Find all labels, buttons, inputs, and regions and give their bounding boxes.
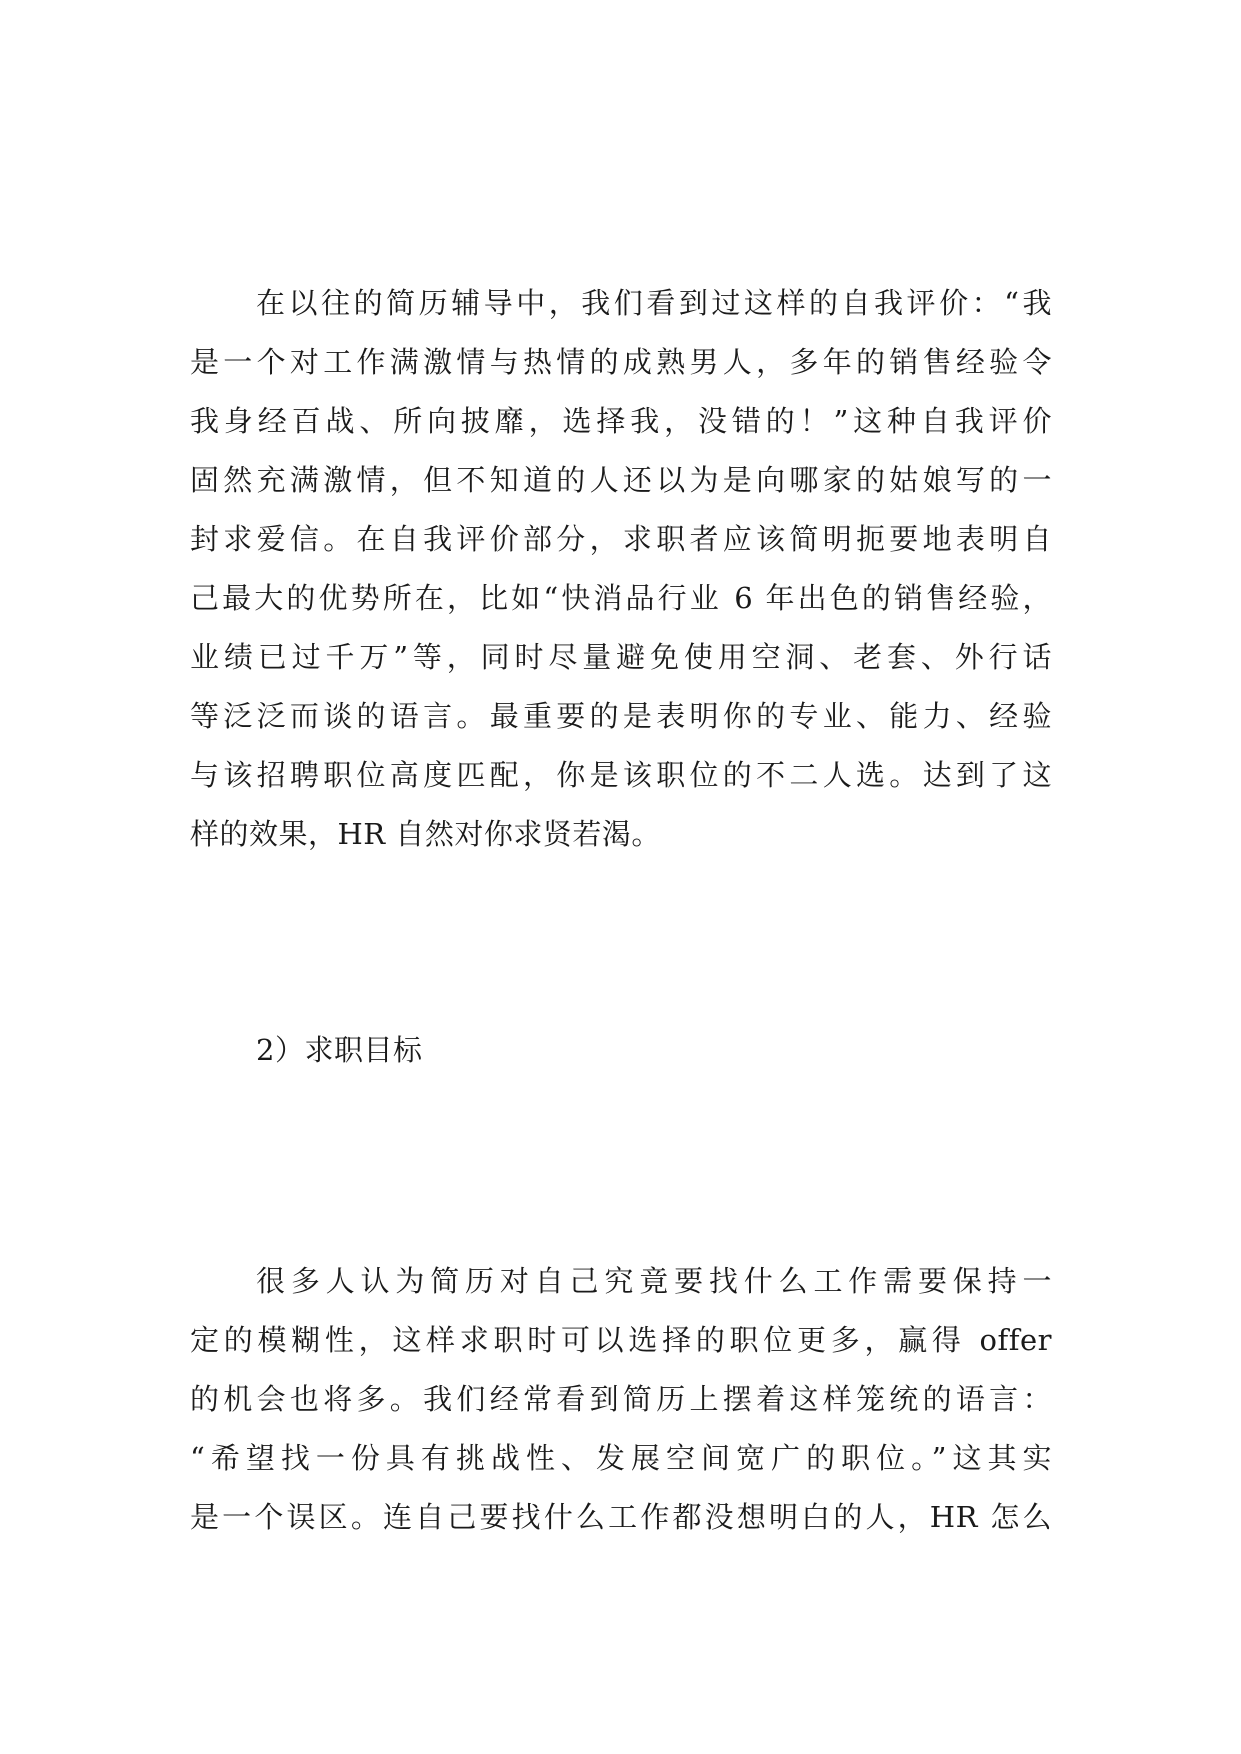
paragraph-line: 是一个对工作满激情与热情的成熟男人，多年的销售经验令 <box>190 345 1052 379</box>
paragraph-line: 等泛泛而谈的语言。最重要的是表明你的专业、能力、经验 <box>190 699 1052 733</box>
paragraph-line: 业绩已过千万”等，同时尽量避免使用空洞、老套、外行话 <box>190 640 1052 674</box>
paragraph-line: 的机会也将多。我们经常看到简历上摆着这样笼统的语言： <box>190 1382 1052 1416</box>
paragraph-line: 很多人认为简历对自己究竟要找什么工作需要保持一 <box>256 1264 1052 1298</box>
paragraph-line: 固然充满激情，但不知道的人还以为是向哪家的姑娘写的一 <box>190 463 1052 497</box>
paragraph-line: 己最大的优势所在，比如“快消品行业 6 年出色的销售经验， <box>190 581 1052 615</box>
paragraph-line: 我身经百战、所向披靡，选择我，没错的！”这种自我评价 <box>190 404 1052 438</box>
paragraph-line: 样的效果，HR 自然对你求贤若渴。 <box>190 817 661 851</box>
paragraph-line: 在以往的简历辅导中，我们看到过这样的自我评价：“我 <box>256 286 1052 320</box>
paragraph-line: 封求爱信。在自我评价部分，求职者应该简明扼要地表明自 <box>190 522 1052 556</box>
section-heading: 2）求职目标 <box>256 1033 423 1067</box>
paragraph-line: 与该招聘职位高度匹配，你是该职位的不二人选。达到了这 <box>190 758 1052 792</box>
paragraph-line: 定的模糊性，这样求职时可以选择的职位更多，赢得 offer <box>190 1323 1052 1357</box>
paragraph-line: “希望找一份具有挑战性、发展空间宽广的职位。”这其实 <box>190 1441 1052 1475</box>
paragraph-line: 是一个误区。连自己要找什么工作都没想明白的人，HR 怎么 <box>190 1500 1052 1534</box>
